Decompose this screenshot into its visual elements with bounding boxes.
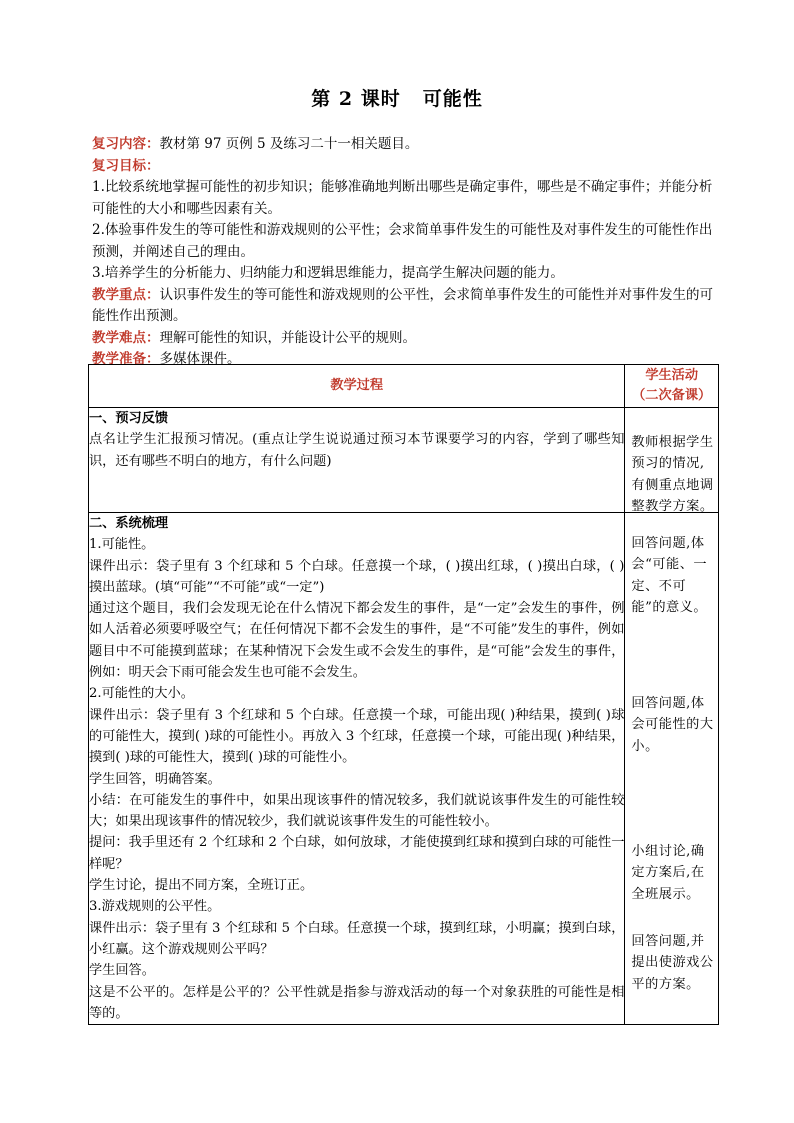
- meta-goal-2: 2.体验事件发生的等可能性和游戏规则的公平性；会求简单事件发生的可能性及对事件发生的可能性作出预测，并阐述自己的理由。: [92, 222, 713, 260]
- title-topic: 可能性: [422, 88, 483, 110]
- review-cell: [89, 513, 625, 1025]
- line-8: 提问：我手里还有 2 个红球和 2 个白球，如何放球，才能使摸到红球和摸到白球的可能性一样呢？: [89, 835, 625, 872]
- section-1-text: 点名让学生汇报预习情况。(重点让学生说说通过预习本节课要学习的内容，学到了哪些知识，还有哪些不明白的地方，有什么问题): [89, 432, 625, 469]
- note-5: 回答问题,并提出使游戏公平的方案。: [631, 934, 714, 992]
- line-6: 学生回答，明确答案。: [89, 771, 221, 787]
- meta-difficulty: [92, 328, 722, 350]
- meta-text: 认识事件发生的等可能性和游戏规则的公平性，会求简单事件发生的可能性并对事件发生的可能性作出预测。: [92, 286, 713, 324]
- meta-text: 多媒体课件。: [159, 351, 241, 367]
- line-12: 学生回答。: [89, 963, 155, 979]
- table-header-row: [89, 365, 719, 408]
- line-2: 课件出示：袋子里有 3 个红球和 5 个白球。任意摸一个球，( )摸出红球，( )摸出白球，( )摸出蓝球。(填“可能”“不可能”或“一定”): [89, 558, 625, 595]
- line-4: 2.可能性的大小。: [89, 686, 194, 702]
- meta-text: 教材第 97 页例 5 及练习二十一相关题目。: [159, 136, 419, 152]
- header-right-line2: （二次备课）: [632, 388, 712, 403]
- header-student-activity: [625, 365, 719, 408]
- page-title: [0, 84, 794, 111]
- preview-note-cell: [625, 408, 719, 513]
- meta-label: 复习目标：: [92, 157, 160, 174]
- meta-goal-3: 3.培养学生的分析能力、归纳能力和逻辑思维能力，提高学生解决问题的能力。: [92, 265, 564, 281]
- line-10: 3.游戏规则的公平性。: [89, 899, 221, 915]
- line-13: 这是不公平的。怎样是公平的？公平性就是指参与游戏活动的每一个对象获胜的可能性是相等的。: [89, 984, 625, 1021]
- meta-label: 复习内容：: [92, 136, 160, 152]
- review-note-cell: [625, 513, 719, 1025]
- meta-goal-1: 1.比较系统地掌握可能性的初步知识；能够准确地判断出哪些是确定事件，哪些是不确定事件；并能分析可能性的大小和哪些因素有关。: [92, 179, 713, 217]
- meta-key-points: [92, 285, 722, 328]
- table-row-preview: [89, 408, 719, 513]
- note-1: 教师根据学生预习的情况,有侧重点地调整教学方案。: [631, 435, 714, 514]
- meta-label: 教学准备：: [92, 351, 160, 367]
- meta-content: [92, 134, 722, 156]
- line-11: 课件出示：袋子里有 3 个红球和 5 个白球。任意摸一个球，摸到红球，小明赢；摸到白球，小红赢。这个游戏规则公平吗？: [89, 920, 625, 957]
- line-1: 1.可能性。: [89, 537, 155, 553]
- lesson-meta: [92, 134, 722, 371]
- line-3: 通过这个题目，我们会发现无论在什么情况下都会发生的事件，是“一定”会发生的事件，例如人活着必须要呼吸空气；在任何情况下都不会发生的事件，是“不可能”发生的事件，例如题目中不可能摸到蓝球；在某种情况下会发生或不会发生的事件，是“可能”会发生的事件，例如：明天会下雨可能会发生也可能不会发生。: [89, 601, 625, 681]
- header-teaching-process: 教学过程: [89, 365, 625, 408]
- meta-label: 教学重点：: [92, 286, 160, 303]
- table-row-review: [89, 513, 719, 1025]
- title-lesson: 第 2 课时: [311, 88, 401, 110]
- preview-cell: [89, 408, 625, 513]
- note-3: 回答问题,体会可能性的大小。: [631, 696, 714, 754]
- line-5: 课件出示：袋子里有 3 个红球和 5 个白球。任意摸一个球，可能出现( )种结果，摸到( )球的可能性大，摸到( )球的可能性小。再放入 3 个红球，任意摸一个球，可能出现( )种结果，摸到( )球的可能性大，摸到( )球的可能性小。: [89, 707, 625, 766]
- meta-goals: [92, 156, 722, 178]
- header-right-line1: 学生活动: [645, 368, 699, 383]
- note-2: 回答问题,体会“可能、一定、不可能”的意义。: [631, 536, 708, 615]
- section-2-title: 二、系统梳理: [89, 516, 169, 531]
- meta-text: 理解可能性的知识，并能设计公平的规则。: [159, 329, 416, 346]
- line-7: 小结：在可能发生的事件中，如果出现该事件的情况较多，我们就说该事件发生的可能性较大；如果出现该事件的情况较少，我们就说该事件发生的可能性较小。: [89, 792, 625, 830]
- note-4: 小组讨论,确定方案后,在全班展示。: [631, 844, 705, 902]
- lesson-table: [88, 364, 719, 1025]
- line-9: 学生讨论，提出不同方案，全班订正。: [89, 878, 314, 894]
- meta-label: 教学难点：: [92, 329, 160, 346]
- section-1-title: 一、预习反馈: [89, 411, 169, 426]
